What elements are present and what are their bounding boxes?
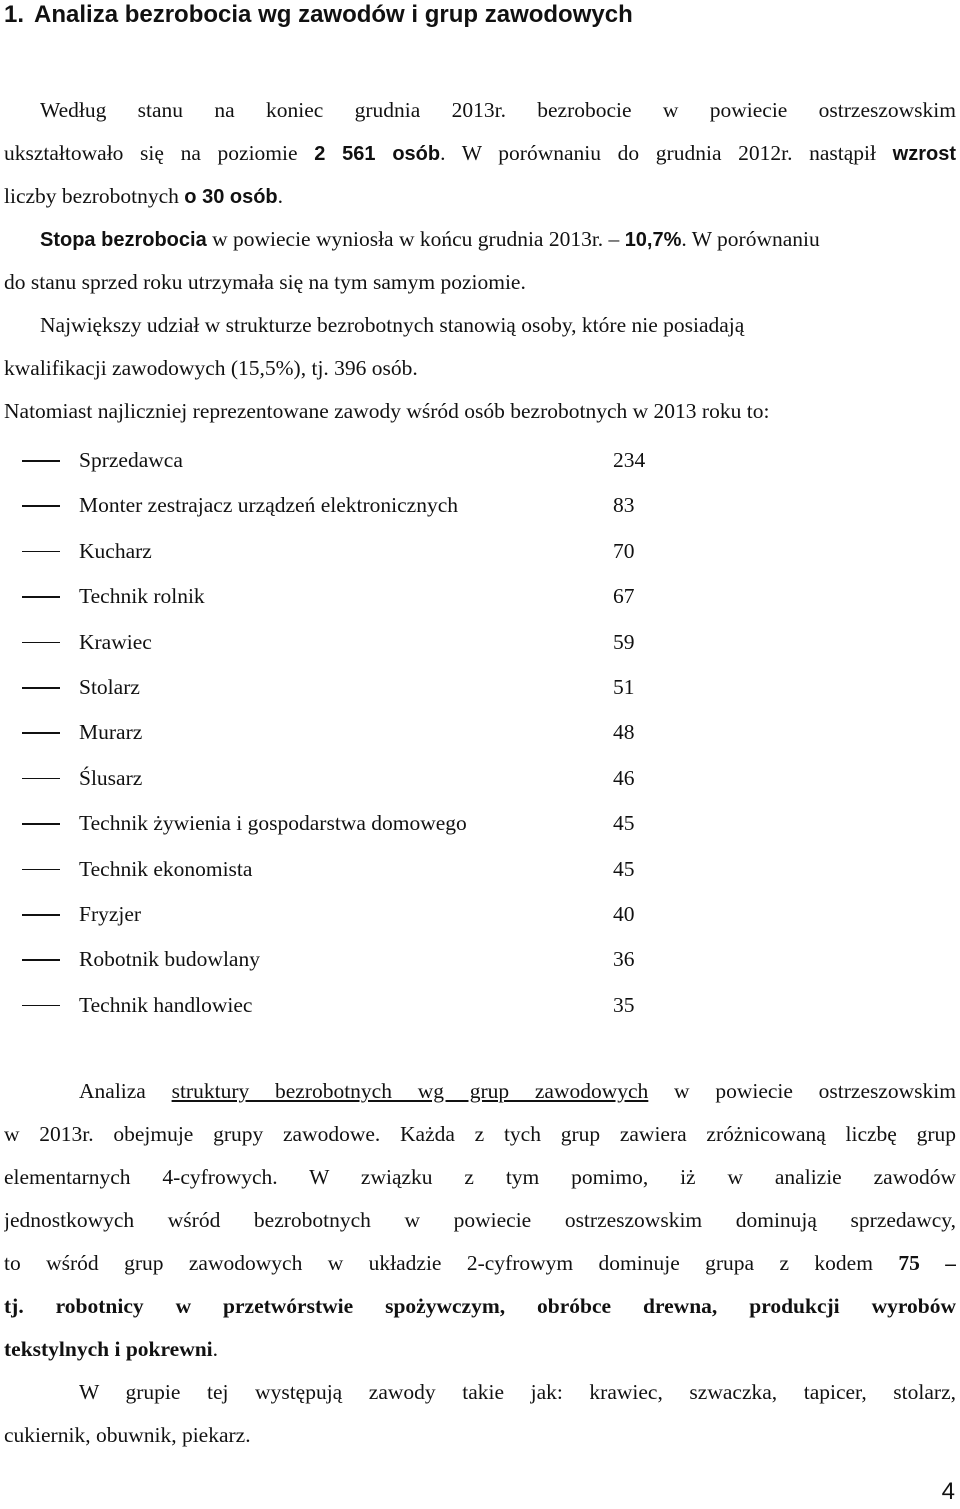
list-item <box>0 438 700 483</box>
intro-line-3 <box>4 175 956 218</box>
list-item <box>0 801 700 846</box>
intro-text: . W porównaniu <box>681 227 820 251</box>
list-item <box>0 756 700 801</box>
occupation-count: 48 <box>613 720 635 745</box>
dash-bullet <box>22 687 60 689</box>
intro-line-8: Natomiast najliczniej reprezentowane zawody wśród osób bezrobotnych w 2013 roku to: <box>4 399 770 423</box>
occupation-count: 36 <box>613 947 635 972</box>
occupation-name: Ślusarz <box>79 765 143 790</box>
occupation-count: 83 <box>613 493 635 518</box>
occupation-name: Stolarz <box>79 674 140 699</box>
analysis-text: . <box>212 1337 219 1361</box>
intro-text: liczby bezrobotnych <box>4 184 185 208</box>
intro-line-5: do stanu sprzed roku utrzymała się na tym samym poziomie. <box>4 270 526 294</box>
unemployed-total: 2 561 osób <box>314 143 441 165</box>
analysis-paragraph <box>4 1070 956 1457</box>
occupation-count: 234 <box>613 448 646 472</box>
intro-text: w powiecie wyniosła w końcu grudnia 2013r. – <box>206 227 625 251</box>
occupation-count: 51 <box>613 674 635 699</box>
occupation-name: Kucharz <box>79 538 152 563</box>
group-description-end: tekstylnych i pokrewni <box>4 1337 213 1361</box>
intro-paragraph <box>4 89 956 433</box>
analysis-underlined-phrase: struktury bezrobotnych wg grup zawodowych <box>171 1079 649 1103</box>
occupation-name: Technik żywienia i gospodarstwa domowego <box>79 811 467 836</box>
list-item <box>0 710 700 755</box>
occupation-name: Krawiec <box>79 629 152 654</box>
group-description: tj. robotnicy w przetwórstwie spożywczym, obróbce drewna, produkcji wyrobów <box>4 1294 956 1318</box>
intro-line-1: Według stanu na koniec grudnia 2013r. bezrobocie w powiecie ostrzeszowskim <box>40 98 956 122</box>
analysis-line-7 <box>4 1328 956 1371</box>
dash-bullet <box>22 551 60 553</box>
occupation-count: 59 <box>613 629 635 654</box>
analysis-line-5 <box>4 1242 956 1285</box>
occupation-name: Murarz <box>79 720 143 745</box>
occupation-name: Fryzjer <box>79 901 142 926</box>
occupation-count: 40 <box>613 901 635 926</box>
dash-bullet <box>22 460 60 462</box>
analysis-text: w powiecie ostrzeszowskim <box>648 1079 956 1103</box>
increase-amount: o 30 osób <box>184 186 278 208</box>
analysis-line-2: w 2013r. obejmuje grupy zawodowe. Każda z tych grup zawiera zróżnicowaną liczbę grup <box>4 1122 956 1146</box>
dash-bullet <box>22 823 60 825</box>
intro-text: ukształtowało się na poziomie <box>4 141 315 165</box>
intro-line-6: Największy udział w strukturze bezrobotnych stanowią osoby, które nie posiadają <box>40 313 745 337</box>
intro-line-7: kwalifikacji zawodowych (15,5%), tj. 396 osób. <box>4 356 418 380</box>
occupation-name: Sprzedawca <box>79 448 183 472</box>
page-number: 4 <box>941 1478 955 1505</box>
analysis-line-3: elementarnych 4-cyfrowych. W związku z tym pomimo, iż w analizie zawodów <box>4 1165 956 1189</box>
dash-bullet <box>22 959 60 961</box>
list-item <box>0 847 700 892</box>
list-item <box>0 665 700 710</box>
occupation-name: Technik rolnik <box>79 584 205 609</box>
analysis-text: Analiza <box>79 1079 172 1103</box>
dash-bullet <box>22 869 60 871</box>
list-item <box>0 937 700 982</box>
list-item <box>0 529 700 574</box>
analysis-line-8: W grupie tej występują zawody takie jak: krawiec, szwaczka, tapicer, stolarz, <box>79 1380 956 1404</box>
section-number: 1. <box>4 1 25 28</box>
dash-bullet <box>22 914 60 916</box>
dash-bullet <box>22 642 60 644</box>
list-item <box>0 574 700 619</box>
list-item <box>0 620 700 665</box>
occupation-count: 35 <box>613 992 635 1017</box>
dash-bullet <box>22 505 60 507</box>
analysis-line-6 <box>4 1285 956 1328</box>
dash-bullet <box>22 732 60 734</box>
list-item <box>0 983 700 1028</box>
occupation-count: 70 <box>613 538 635 563</box>
occupation-count: 67 <box>613 584 635 609</box>
occupation-name: Robotnik budowlany <box>79 947 260 972</box>
list-item <box>0 483 700 528</box>
analysis-text: to wśród grup zawodowych w układzie 2-cyfrowym dominuje grupa z kodem <box>4 1251 899 1275</box>
dash-bullet <box>22 778 60 780</box>
analysis-line-4: jednostkowych wśród bezrobotnych w powiecie ostrzeszowskim dominują sprzedawcy, <box>4 1208 956 1232</box>
intro-line-4 <box>4 218 956 261</box>
occupation-list <box>0 438 700 1028</box>
dash-bullet <box>22 1005 60 1007</box>
intro-text: . W porównaniu do grudnia 2012r. nastąpił <box>440 141 893 165</box>
unemployment-rate-label: Stopa bezrobocia <box>40 229 207 251</box>
dash-bullet <box>22 596 60 598</box>
occupation-count: 45 <box>613 811 635 836</box>
group-code: 75 – <box>898 1251 956 1275</box>
list-item <box>0 892 700 937</box>
intro-text: . <box>277 184 284 208</box>
occupation-name: Monter zestrajacz urządzeń elektronicznych <box>79 493 459 518</box>
unemployment-rate-value: 10,7% <box>624 229 682 251</box>
analysis-line-9: cukiernik, obuwnik, piekarz. <box>4 1423 251 1447</box>
occupation-name: Technik handlowiec <box>79 992 253 1017</box>
analysis-line-1 <box>4 1070 956 1113</box>
section-title: Analiza bezrobocia wg zawodów i grup zawodowych <box>34 1 633 28</box>
occupation-count: 45 <box>613 856 635 881</box>
section-heading <box>4 0 633 30</box>
intro-line-2 <box>4 132 956 175</box>
occupation-name: Technik ekonomista <box>79 856 253 881</box>
increase-word: wzrost <box>892 143 956 165</box>
occupation-count: 46 <box>613 765 635 790</box>
